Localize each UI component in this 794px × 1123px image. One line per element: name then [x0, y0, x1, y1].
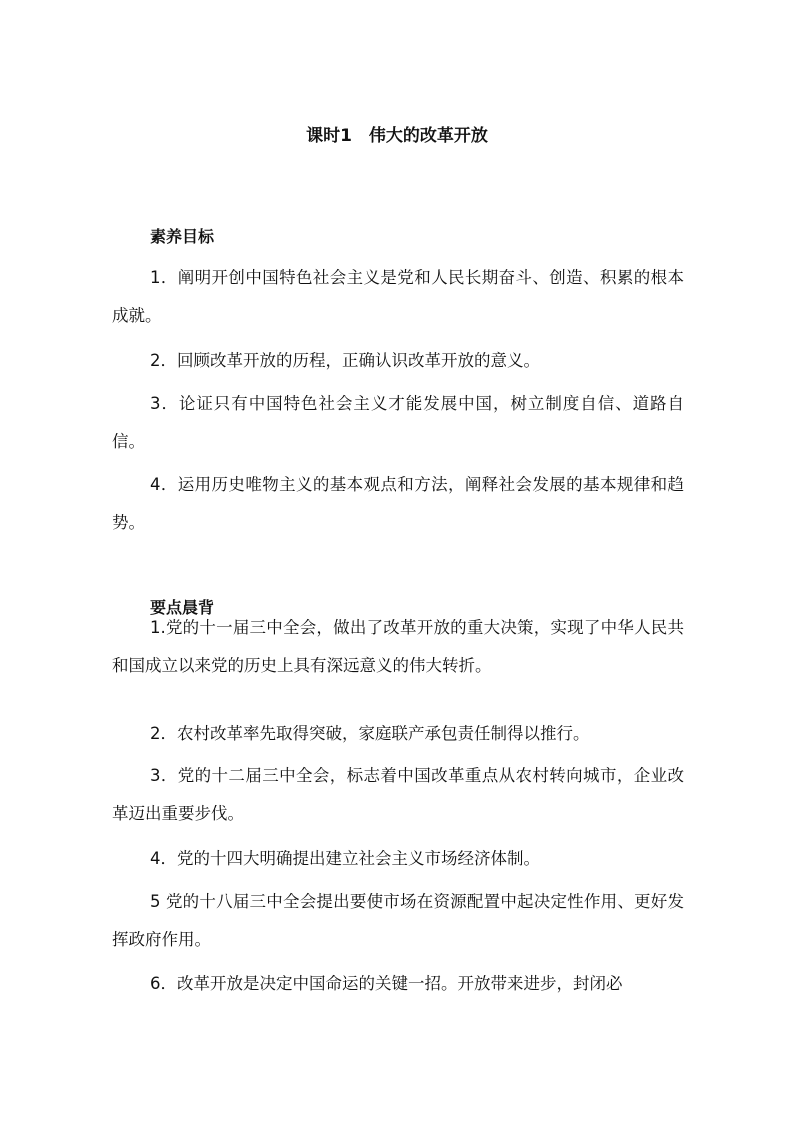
- key-point-item-4: 4．党的十四大明确提出建立社会主义市场经济体制。: [150, 849, 540, 868]
- section-heading-literacy-goals: 素养目标: [150, 227, 215, 246]
- goal-item-2: 2．回顾改革开放的历程，正确认识改革开放的意义。: [150, 351, 540, 370]
- key-point-item-3: 3．党的十二届三中全会，标志着中国改革重点从农村转向城市，企业改革迈出重要步伐。: [112, 766, 684, 823]
- section-heading-key-points: 要点晨背: [150, 598, 215, 617]
- key-point-item-5: 5 党的十八届三中全会提出要使市场在资源配置中起决定性作用、更好发挥政府作用。: [112, 892, 684, 949]
- goal-item-1: 1．阐明开创中国特色社会主义是党和人民长期奋斗、创造、积累的根本成就。: [112, 268, 684, 325]
- goal-item-4: 4．运用历史唯物主义的基本观点和方法，阐释社会发展的基本规律和趋势。: [112, 475, 684, 532]
- key-point-item-1: 1.党的十一届三中全会，做出了改革开放的重大决策，实现了中华人民共和国成立以来党的历史上具有深远意义的伟大转折。: [112, 618, 684, 675]
- key-point-item-6: 6．改革开放是决定中国命运的关键一招。开放带来进步，封闭必: [150, 974, 623, 993]
- page-title: 课时1 伟大的改革开放: [306, 126, 488, 146]
- key-point-item-2: 2．农村改革率先取得突破，家庭联产承包责任制得以推行。: [150, 724, 590, 743]
- goal-item-3: 3．论证只有中国特色社会主义才能发展中国，树立制度自信、道路自信。: [112, 394, 684, 451]
